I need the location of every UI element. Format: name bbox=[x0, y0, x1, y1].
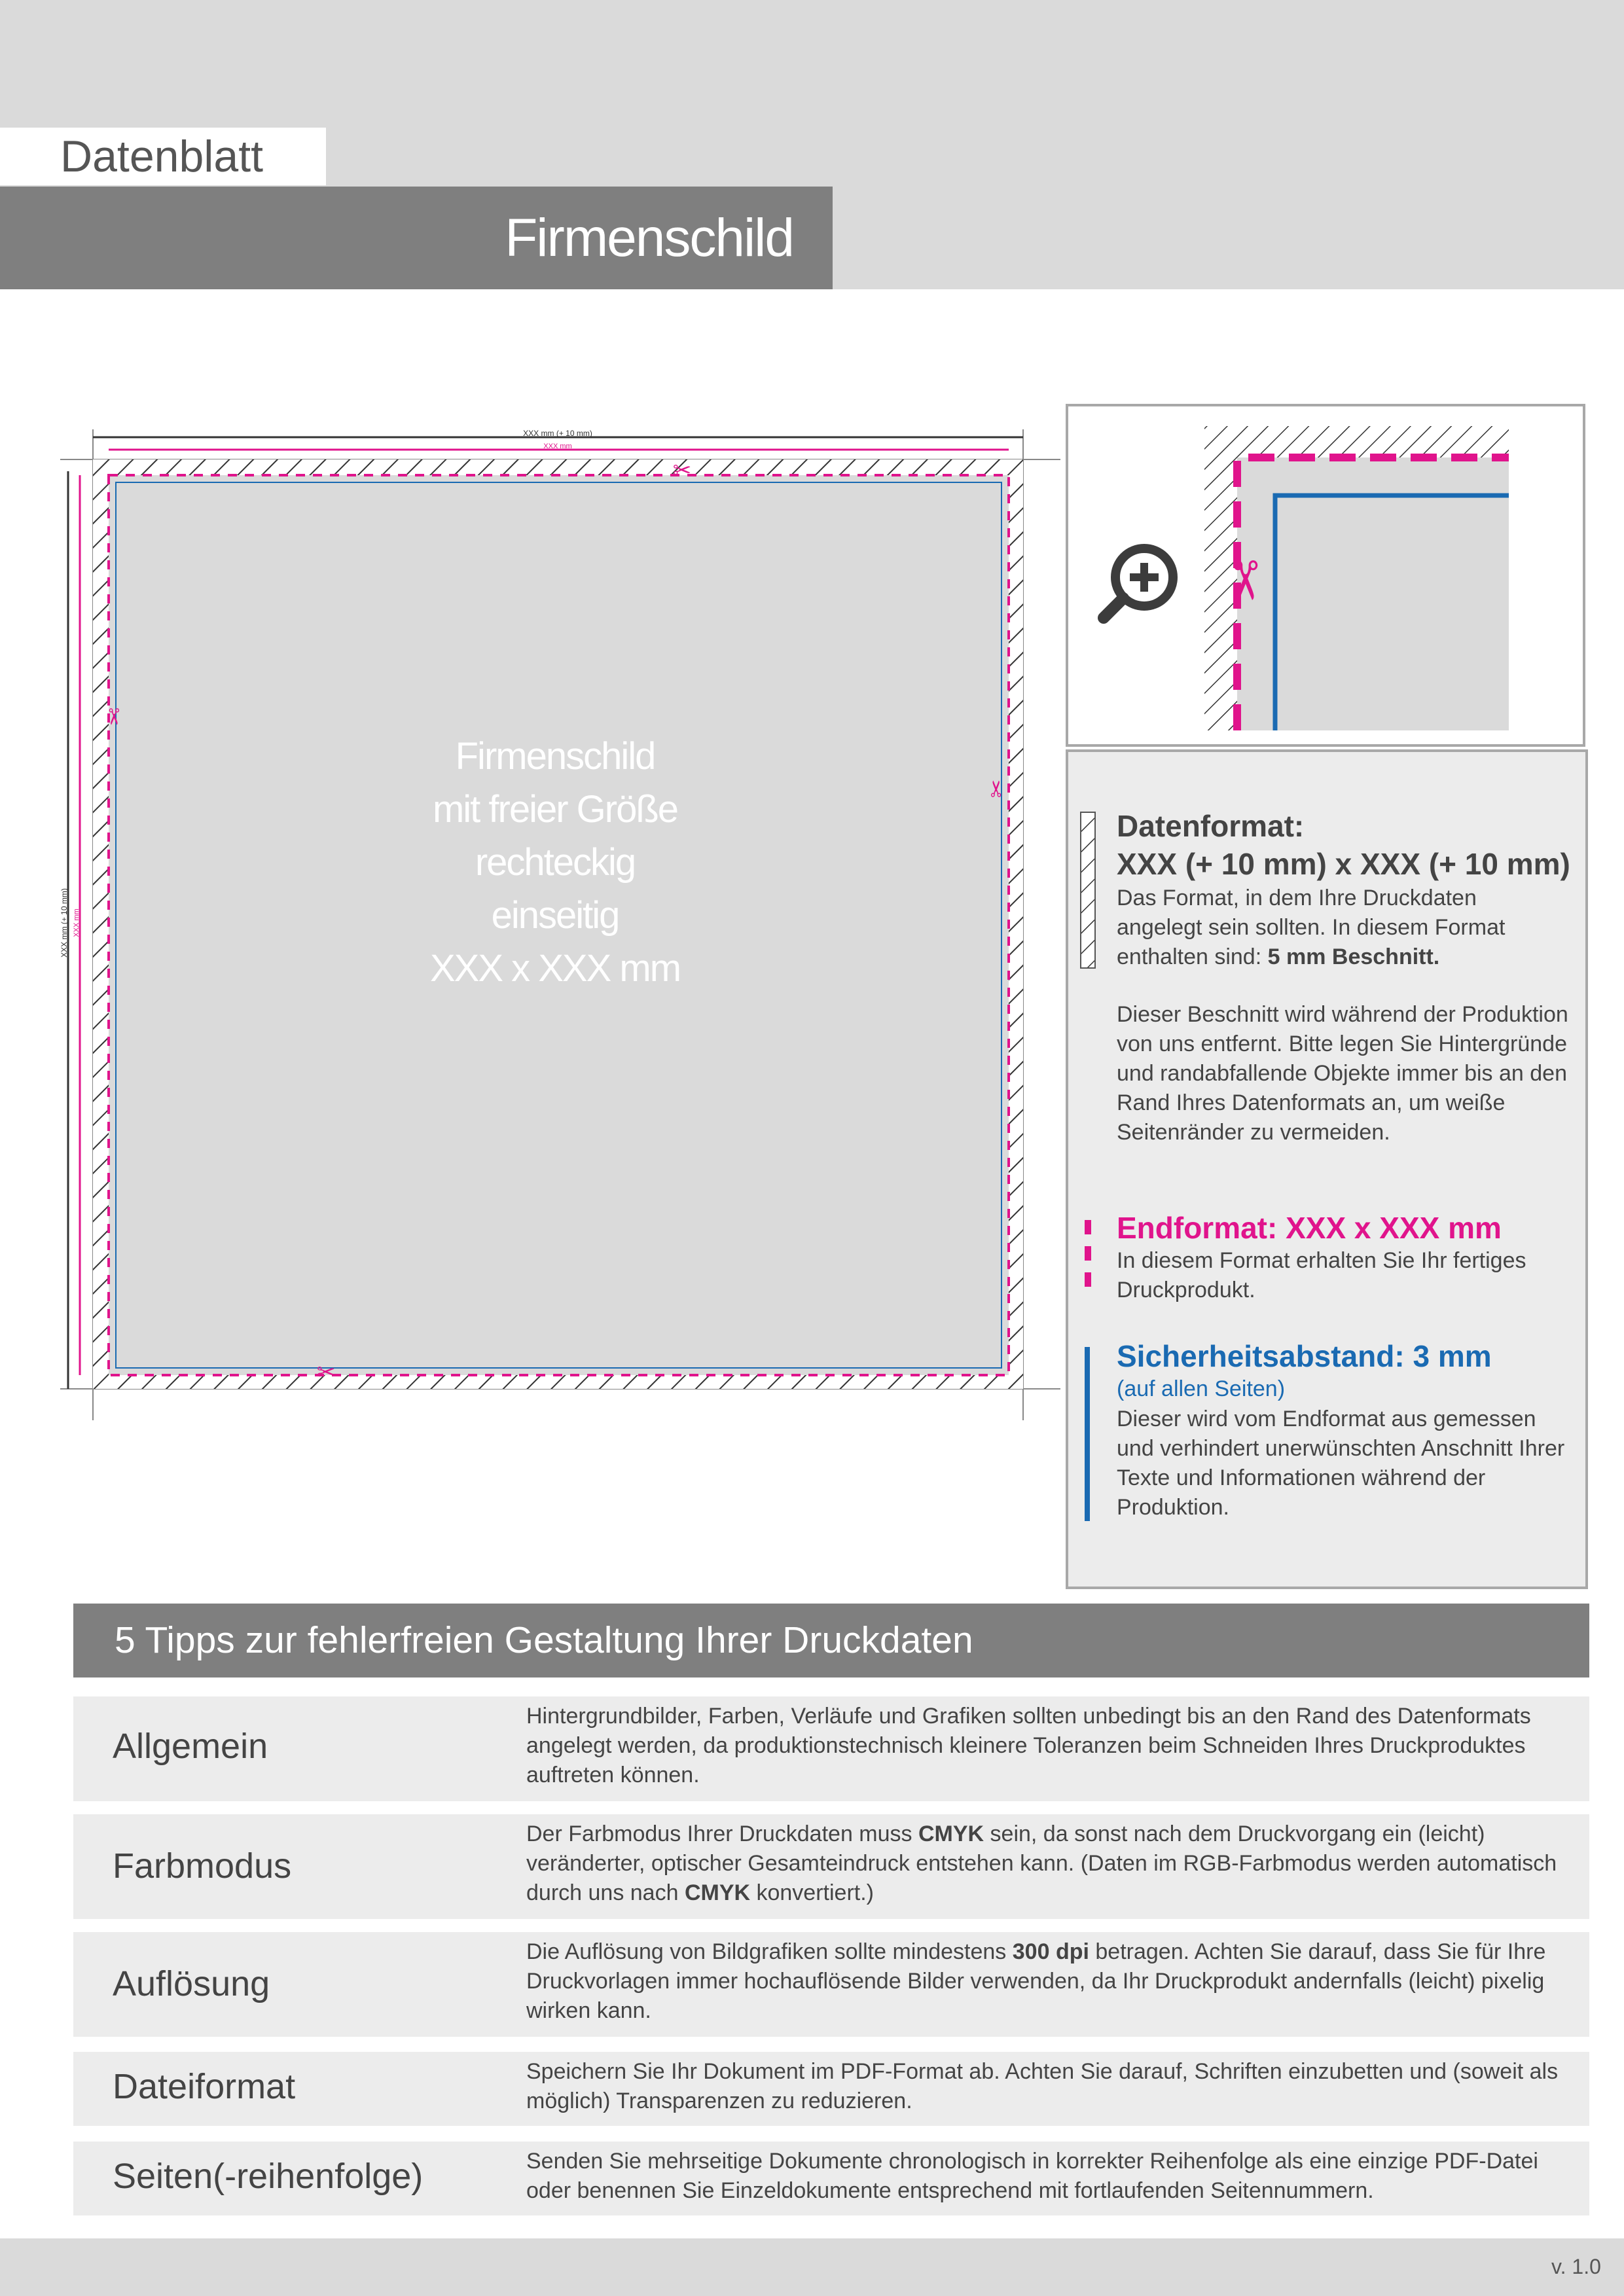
tip-label: Allgemein bbox=[113, 1727, 268, 1766]
center-line-5: XXX x XXX mm bbox=[429, 947, 681, 990]
dim-left-outer-label: XXX mm (+ 10 mm) bbox=[60, 888, 69, 958]
tips-title: 5 Tipps zur fehlerfreien Gestaltung Ihrer Druckdaten bbox=[115, 1619, 973, 1661]
scissors-icon: ✂ bbox=[672, 457, 692, 484]
center-line-4: einseitig bbox=[491, 894, 619, 937]
tip-label: Seiten(-reihenfolge) bbox=[113, 2157, 424, 2196]
center-line-2: mit freier Größe bbox=[432, 788, 678, 831]
tip-text: Senden Sie mehrseitige Dokumente chronologisch in korrekter Reihenfolge als eine einzige PDF-Datei oder benennen Sie Einzeldokumente entsprechend mit fortlaufenden Seitennummern. bbox=[526, 2149, 1538, 2203]
scissors-icon: ✂ bbox=[984, 779, 1010, 798]
dim-left-inner-label: XXX mm bbox=[73, 908, 81, 937]
tip-row-aufloesung bbox=[73, 1932, 1589, 2037]
dim-top-outer-label: XXX mm (+ 10 mm) bbox=[523, 429, 592, 438]
datenformat-title: Datenformat: bbox=[1117, 809, 1305, 843]
tip-label: Farbmodus bbox=[113, 1846, 292, 1886]
page-title: Firmenschild bbox=[505, 208, 793, 268]
version-label: v. 1.0 bbox=[1551, 2255, 1601, 2278]
tip-row-seiten bbox=[73, 2142, 1589, 2215]
dim-top-inner-label: XXX mm bbox=[543, 442, 572, 450]
safety-legend-icon bbox=[1085, 1347, 1090, 1521]
beschnitt-text: Dieser Beschnitt wird während der Produktion von uns entfernt. Bitte legen Sie Hintergründe und randabfallende Objekte immer bis an den Rand Ihres Datenformats an, um weiße Seitenränder zu vermeiden. bbox=[1117, 1002, 1568, 1145]
scissors-icon: ✂ bbox=[316, 1359, 336, 1386]
zoom-in-icon bbox=[1104, 548, 1173, 618]
footer-band bbox=[0, 2238, 1624, 2296]
datenformat-text: Das Format, in dem Ihre Druckdaten angelegt sein sollten. In diesem Format enthalten sind: 5 mm Beschnitt. bbox=[1117, 886, 1506, 969]
tip-text: Der Farbmodus Ihrer Druckdaten muss CMYK sein, da sonst nach dem Druckvorgang ein (leicht) veränderter, optischer Gesamteindruck entstehen kann. (Daten im RGB-Farbmodus werden automatisch durch uns nach CMYK konvertiert.) bbox=[526, 1821, 1557, 1905]
center-line-3: rechteckig bbox=[475, 841, 636, 884]
tip-text: Speichern Sie Ihr Dokument im PDF-Format ab. Achten Sie darauf, Schriften einzubetten und (soweit als möglich) Transparenzen zu reduzieren. bbox=[526, 2059, 1559, 2113]
datenformat-size: XXX (+ 10 mm) x XXX (+ 10 mm) bbox=[1117, 847, 1570, 881]
sicherheitsabstand-title: Sicherheitsabstand: 3 mm bbox=[1117, 1339, 1492, 1373]
endformat-legend-icon bbox=[1085, 1220, 1091, 1297]
template-drawing bbox=[52, 419, 1060, 1427]
endformat-text: In diesem Format erhalten Sie Ihr fertiges Druckprodukt. bbox=[1117, 1248, 1526, 1302]
tip-row-farbmodus bbox=[73, 1814, 1589, 1919]
bleed-legend-icon bbox=[1080, 812, 1096, 969]
document-label: Datenblatt bbox=[60, 132, 263, 181]
sicherheitsabstand-subtitle: (auf allen Seiten) bbox=[1117, 1376, 1286, 1401]
center-line-1: Firmenschild bbox=[455, 735, 655, 778]
zoom-detail-drawing bbox=[1066, 404, 1585, 747]
tip-text: Die Auflösung von Bildgrafiken sollte mindestens 300 dpi betragen. Achten Sie darauf, dass Sie für Ihre Druckvorlagen immer hochauflösende Bilder verwenden, da Ihr Druckprodukt andernfalls (leicht) pixelig wirken kann. bbox=[526, 1939, 1546, 2023]
endformat-title: Endformat: XXX x XXX mm bbox=[1117, 1211, 1502, 1245]
scissors-icon: ✂ bbox=[1213, 558, 1275, 603]
sicherheitsabstand-text: Dieser wird vom Endformat aus gemessen und verhindert unerwünschten Anschnitt Ihrer Texte und Informationen während der Produktion. bbox=[1117, 1407, 1565, 1520]
scissors-icon: ✂ bbox=[100, 707, 126, 726]
tip-row-allgemein bbox=[73, 1696, 1589, 1801]
tip-text: Hintergrundbilder, Farben, Verläufe und Grafiken sollten unbedingt bis an den Rand des Datenformats angelegt werden, da produktionstechnisch kleinere Toleranzen beim Schneiden Ihres Druckproduktes auftreten können. bbox=[526, 1704, 1531, 1787]
tip-row-dateiformat bbox=[73, 2052, 1589, 2126]
tip-label: Auflösung bbox=[113, 1964, 270, 2003]
tip-label: Dateiformat bbox=[113, 2067, 296, 2106]
